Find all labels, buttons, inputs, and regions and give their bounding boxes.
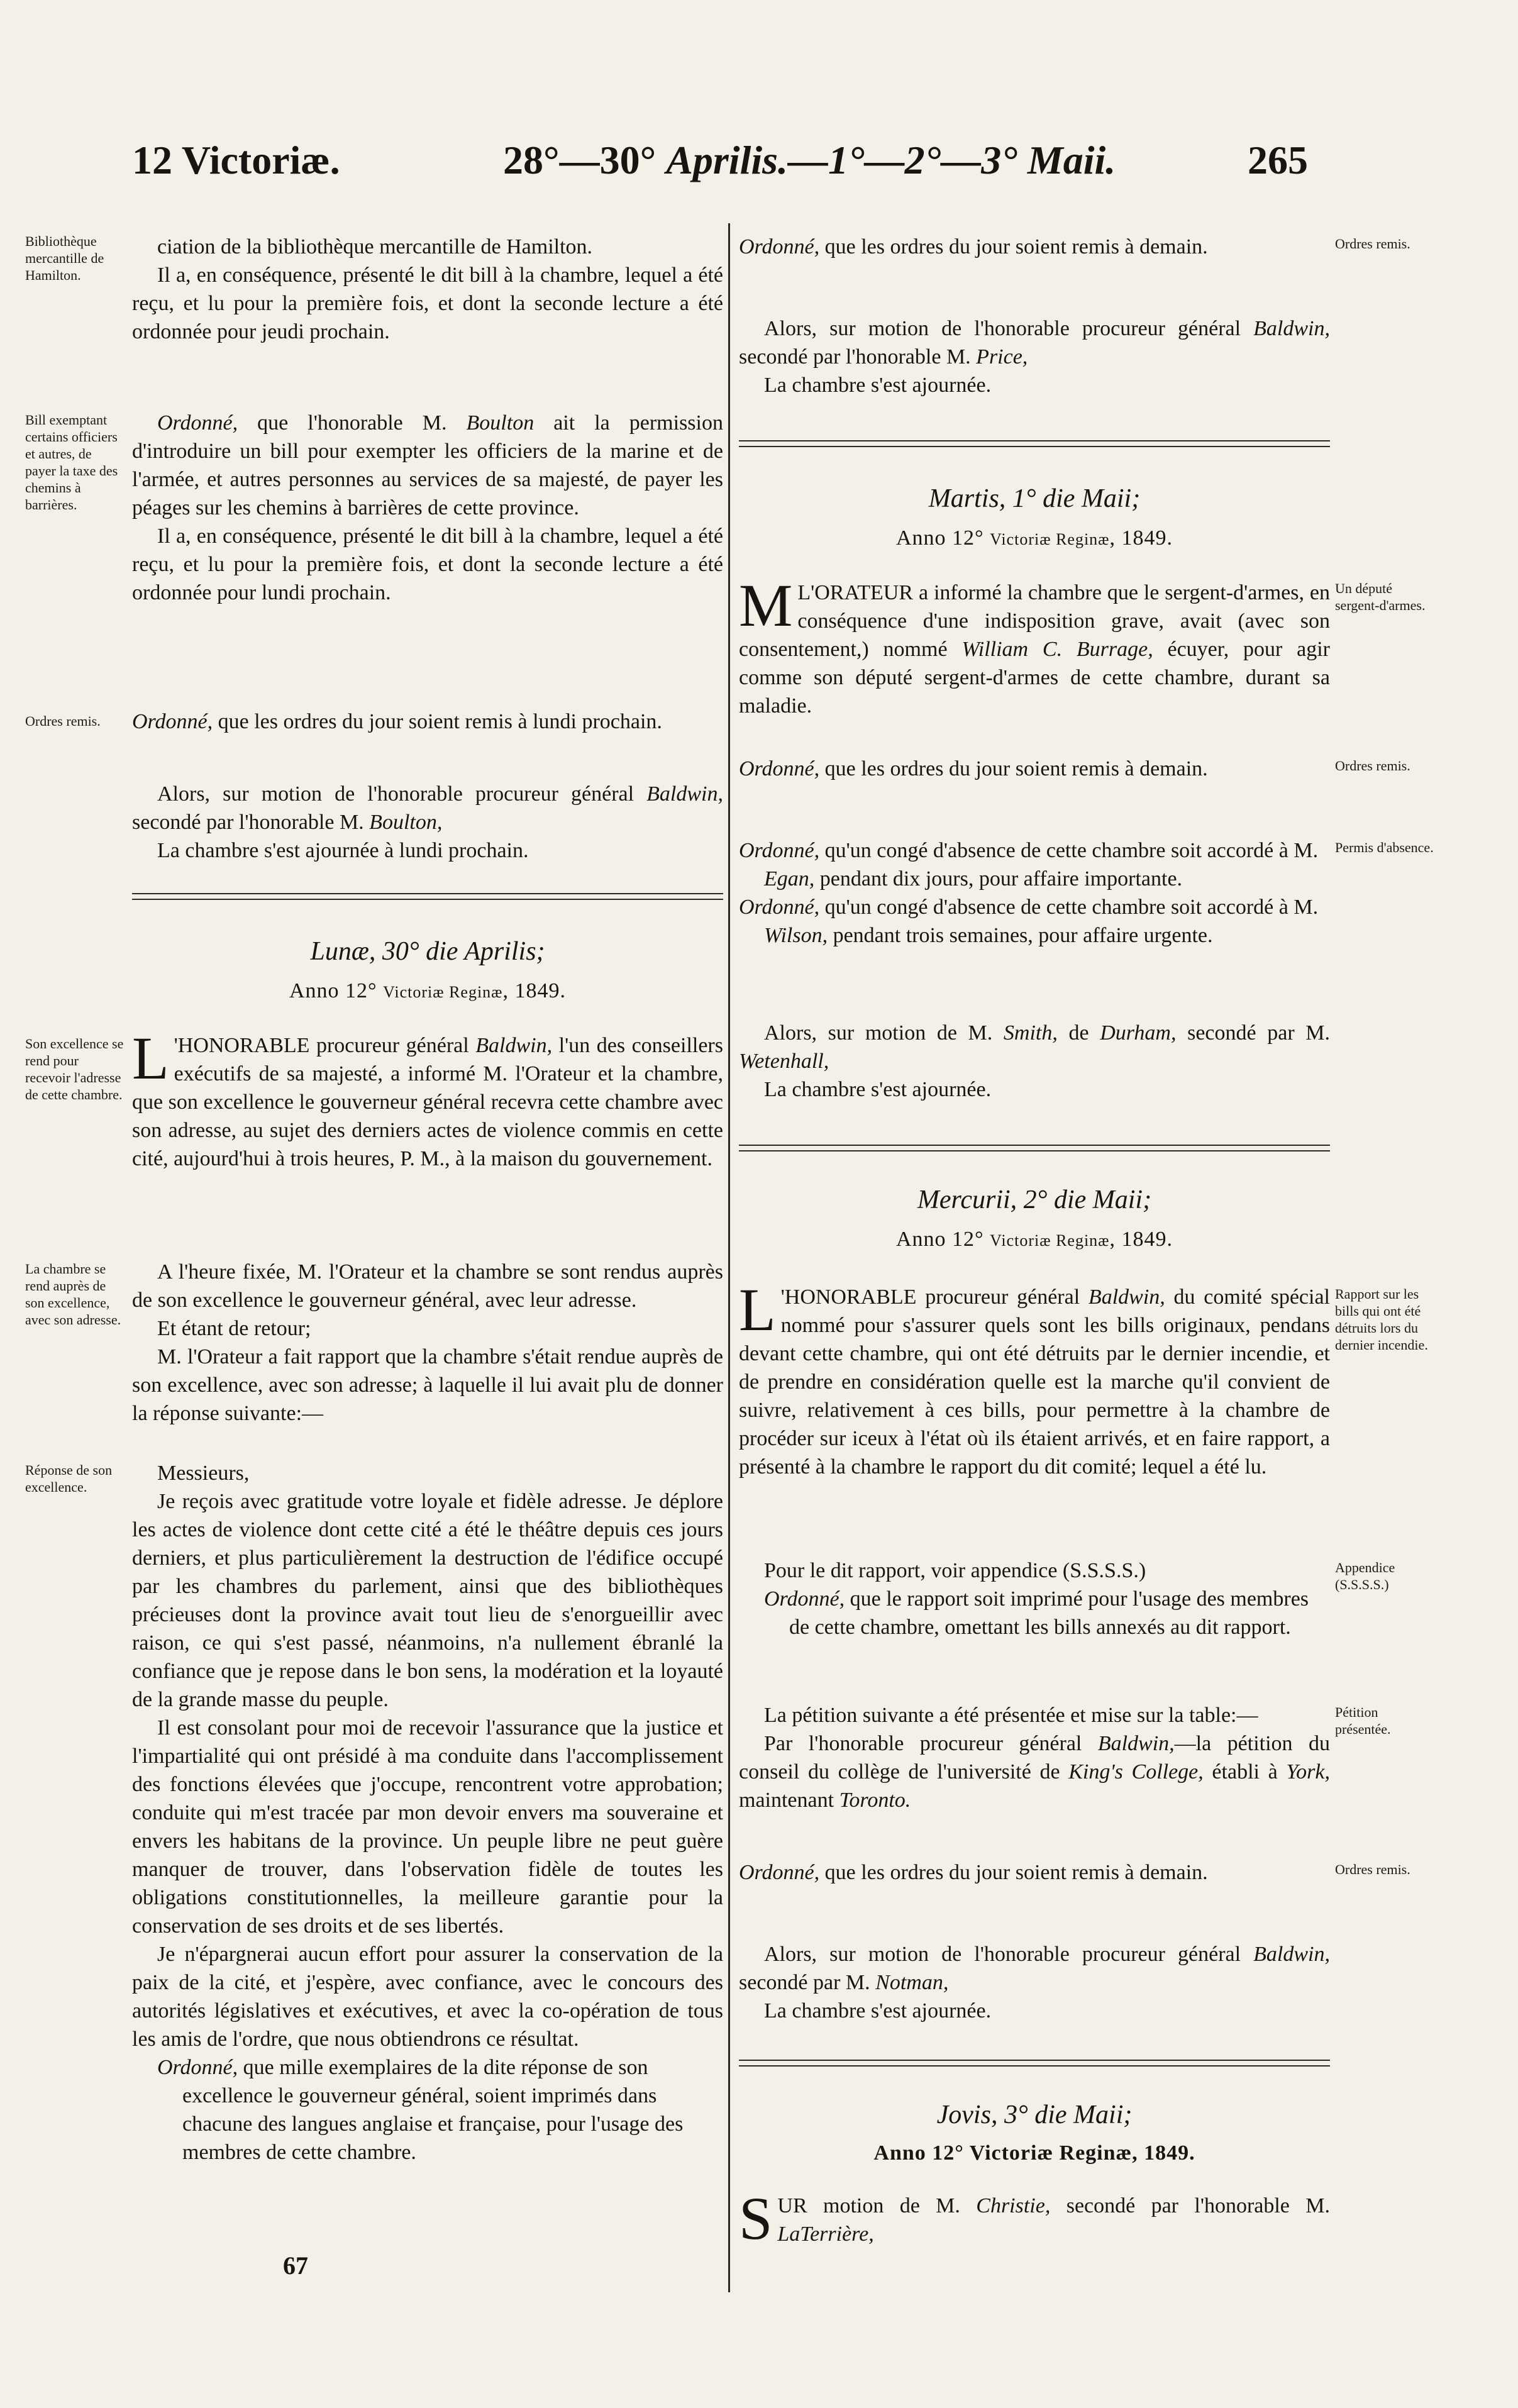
text: secondé par M. [1176,1021,1331,1045]
right-day-heading-3 [739,2097,1330,2167]
name: Wilson, [764,924,828,947]
anno-year: , 1849. [1109,1228,1173,1251]
name: Egan, [764,867,815,891]
text: que les ordres du jour soient remis à demain. [819,235,1208,258]
signature-number: 67 [283,2251,308,2280]
section-rule [132,893,723,900]
margin-note: Bibliothèque mercantille de Hamilton. [25,233,104,283]
margin-note: Bill exemptant certains officiers et autres, de payer la taxe des chemins à barrières. [25,412,118,513]
paragraph: Il a, en conséquence, présenté le dit bill à la chambre, lequel a été reçu, et lu pour la première fois, et dont la seconde lecture a été ordonnée pour jeudi prochain. [132,264,723,343]
right-block-12 [739,2185,1330,2252]
ordonne: Ordonné, [132,710,213,733]
name: LaTerrière, [777,2222,874,2246]
name: Durham, [1100,1021,1177,1045]
paragraph [132,707,723,736]
ordonne: Ordonné, [739,235,820,258]
margin-note: Son excellence se rend pour recevoir l'adresse de cette chambre. [25,1036,124,1102]
column-divider [728,223,730,2292]
right-block-5 [739,836,1434,950]
left-day-heading [132,934,723,1006]
paragraph [157,2053,723,2167]
margin-note: Rapport sur les bills qui ont été détruits lors du dernier incendie. [1335,1286,1428,1353]
running-header [132,132,1308,189]
text: écuyer, pour agir comme son député sergent-d'armes de cette chambre, durant sa maladie. [739,638,1330,718]
text: secondé par l'honorable M. [132,811,370,834]
anno-line: Anno 12° Victoriæ Reginæ, 1849. [873,2141,1195,2165]
paragraph [132,1024,723,1173]
ordonne: Ordonné, [739,757,820,780]
left-block-6 [25,1258,723,1428]
name: Baldwin, [1253,317,1330,340]
name: Notman, [875,1971,949,1994]
right-block-1 [739,233,1410,261]
left-block-3 [25,707,723,736]
anno-reign: Victoriæ Reginæ [990,1231,1110,1250]
name: Toronto. [839,1789,911,1812]
day-heading: Martis, 1° die Maii; [928,484,1141,513]
text: Alors, sur motion de l'honorable procureur général [764,317,1254,340]
anno-year: , 1849. [1109,526,1173,550]
text: que les ordres du jour soient remis à lundi prochain. [213,710,662,733]
margin-note: Pétition présentée. [1335,1704,1391,1737]
text: secondé par M. [739,1971,876,1994]
name: Smith, [1003,1021,1058,1045]
text: maintenant [739,1789,839,1812]
drop-cap: L [739,1276,776,1343]
left-block-1 [25,233,723,346]
margin-note: Ordres remis. [1335,236,1410,252]
paragraph: Pour le dit rapport, voir appendice (S.S.S.S.) [764,1559,1146,1582]
section-rule [739,2060,1330,2067]
name: King's College, [1068,1760,1204,1784]
paragraph: A l'heure fixée, M. l'Orateur et la chambre se sont rendus auprès de son excellence le gouverneur général, avec leur adresse. [132,1260,723,1312]
left-block-5 [25,1024,723,1173]
name: Wetenhall, [739,1050,829,1073]
text: L'ORATEUR a informé la chambre que le sergent-d'armes, en conséquence d'une indisposition grave, avait (avec son consentement,) nommé [739,581,1330,661]
margin-note: Ordres remis. [1335,1861,1410,1877]
paragraph [739,1019,1330,1075]
text: ait la permission d'introduire un bill pour exempter les officiers de la marine et de l'armée, et autres personnes au services de sa majesté, de payer les péages sur les chemins à barrières de cette province. [132,411,723,519]
anno-reign: Victoriæ Reginæ [990,530,1110,548]
text: de [1057,1021,1100,1045]
paragraph [739,233,1330,261]
header-dates-maii: Maii. [1027,138,1116,182]
margin-note: La chambre se rend auprès de son excellence, avec son adresse. [25,1261,121,1328]
left-block-2 [25,409,723,607]
paragraph: Il a, en conséquence, présenté le dit bill à la chambre, lequel a été reçu, et lu pour la première fois, et dont la seconde lecture a été ordonnée pour lundi prochain. [132,524,723,604]
paragraph [132,409,723,522]
right-block-3 [739,572,1426,720]
ordonne: Ordonné, [739,896,820,919]
paragraph [764,1585,1330,1641]
section-rule [739,440,1330,447]
text: du comité spécial nommé pour s'assurer quels sont les bills originaux, pendans devant cette chambre, qui ont été détruits par le dernier incendie, et de prendre en considération quelle est la marche qu'il convient de suivre, relativement à ces bills, pour permettre à la chambre de procéder sur iceux à l'état où ils étaient arrivés, et en faire rapport, a présenté à la chambre le rapport du dit comité; lequel a été lu. [739,1285,1330,1479]
name: Baldwin, [646,782,723,806]
paragraph: La chambre s'est ajournée. [764,374,992,397]
drop-cap: L [132,1024,169,1092]
text: Alors, sur motion de l'honorable procureur général [157,782,647,806]
anno-line [739,524,1330,553]
paragraph [739,572,1330,720]
name: Boulton [466,411,535,435]
paragraph [739,893,1330,950]
margin-note: Réponse de son excellence. [25,1462,113,1495]
paragraph: Je reçois avec gratitude votre loyale et fidèle adresse. Je déplore les actes de violence dont cette cité a été le théâtre depuis ces jours derniers, et plus particulièrement la destruction de l'édifice occupé par les chambres du parlement, ainsi que des bibliothèques précieuses dont la province avait tout lieu de s'enorgueillir avec raison, ce qui s'est passé, néanmoins, n'a nullement ébranlé la confiance que je repose dans le bon sens, la modération et la loyauté de la grande masse du peuple. [132,1490,723,1711]
right-block-8 [739,1556,1395,1641]
page-number: 265 [1248,138,1308,182]
margin-note: Ordres remis. [25,713,101,729]
ordonne: Ordonné, [157,411,238,435]
text: l'un des conseillers exécutifs de sa majesté, a informé M. l'Orateur et la chambre, que son excellence le gouverneur général recevra cette chambre avec son adresse, au sujet des derniers actes de violence commis en cette cité, aujourd'hui à trois heures, P. M., à la maison du gouvernement. [132,1034,723,1170]
right-block-11 [739,1940,1330,2025]
text: que les ordres du jour soient remis à demain. [819,1861,1208,1884]
text: 'HONORABLE procureur général [174,1034,476,1057]
ordonne: Ordonné, [764,1587,845,1611]
paragraph [739,1858,1330,1887]
anno-year: , 1849. [502,979,567,1002]
left-block-7 [25,1459,723,2167]
right-day-heading-2 [739,1182,1330,1255]
day-heading: Jovis, 3° die Maii; [936,2100,1133,2129]
header-dates [503,132,1116,189]
text: qu'un congé d'absence de cette chambre soit accordé à M. [819,839,1319,862]
paragraph [739,314,1330,371]
text: Alors, sur motion de l'honorable procureur général [764,1943,1254,1966]
name: Price, [976,345,1028,369]
name: Baldwin, [1253,1943,1330,1966]
text: UR motion de M. [777,2194,977,2217]
anno-prefix: Anno 12° [895,1228,990,1251]
paragraph [132,780,723,836]
paragraph: Messieurs, [157,1462,250,1485]
name: William C. Burrage, [961,638,1153,661]
name: Baldwin, [1097,1732,1175,1755]
paragraph: M. l'Orateur a fait rapport que la chambre s'était rendue auprès de son excellence, avec son adresse; à laquelle il lui avait plu de donner la réponse suivante:— [132,1345,723,1425]
right-block-7 [739,1276,1428,1481]
text: Par l'honorable procureur général [764,1732,1098,1755]
ordonne: Ordonné, [739,839,820,862]
text: Alors, sur motion de M. [764,1021,1004,1045]
text: —la pétition du conseil du collège de l'université de [739,1732,1330,1784]
anno-line [132,977,723,1006]
text: qu'un congé d'absence de cette chambre soit accordé à M. [819,896,1319,919]
header-regnal-year: 12 Victoriæ. [132,138,340,182]
paragraph [739,1729,1330,1814]
right-block-4 [739,755,1410,783]
text: que mille exemplaires de la dite réponse de son excellence le gouverneur général, soient imprimés dans chacune des langues anglaise et française, pour l'usage des membres de cette chambre. [182,2056,684,2164]
paragraph [739,1940,1330,1997]
margin-note: Un député sergent-d'armes. [1335,580,1426,613]
header-dates-month: Aprilis.—1°—2°—3° [666,138,1017,182]
text: établi à [1203,1760,1287,1784]
margin-note: Appendice (S.S.S.S.) [1335,1560,1395,1592]
drop-cap: M [739,572,793,639]
text: que le rapport soit imprimé pour l'usage des membres de cette chambre, omettant les bills annexés au dit rapport. [789,1587,1309,1639]
paragraph: La chambre s'est ajournée. [764,1078,992,1101]
name: Christie, [976,2194,1051,2217]
anno-prefix: Anno 12° [289,979,384,1002]
text: pendant trois semaines, pour affaire urgente. [828,924,1213,947]
name: Baldwin, [1088,1285,1165,1309]
name: York, [1286,1760,1330,1784]
text: que les ordres du jour soient remis à demain. [819,757,1208,780]
header-dates-start: 28°—30° [503,138,657,182]
anno-line [739,1225,1330,1255]
text: secondé par l'honorable M. [1050,2194,1330,2217]
text: pendant dix jours, pour affaire importante. [814,867,1183,891]
left-block-4 [132,780,723,865]
paragraph: Il est consolant pour moi de recevoir l'assurance que la justice et l'impartialité qui ont présidé à ma conduite dans l'accomplissement des fonctions élevées que j'occupe, rencontrent votre approbation; conduite qui m'est tracée par mon devoir envers ma souveraine et envers les habitans de la province. Un peuple libre ne peut guère manquer de trouver, dans l'observation fidèle de toutes les obligations constitutionnelles, la meilleure garantie pour la conservation de ses droits et de ses libertés. [132,1716,723,1938]
name: Baldwin, [475,1034,553,1057]
paragraph: Et étant de retour; [157,1317,311,1340]
text: secondé par l'honorable M. [739,345,977,369]
text: 'HONORABLE procureur général [780,1285,1089,1309]
section-rule [739,1145,1330,1151]
day-heading: Lunæ, 30° die Aprilis; [310,937,545,966]
paragraph: La chambre s'est ajournée. [764,1999,992,2022]
paragraph [739,2185,1330,2252]
ordonne: Ordonné, [739,1861,820,1884]
day-heading: Mercurii, 2° die Maii; [917,1185,1152,1214]
margin-note: Ordres remis. [1335,758,1410,774]
drop-cap: S [739,2185,773,2252]
paragraph: La pétition suivante a été présentée et mise sur la table:— [764,1704,1258,1727]
paragraph [739,836,1330,893]
paragraph [739,755,1330,783]
paragraph [739,1276,1330,1481]
margin-note: Permis d'absence. [1335,840,1434,855]
paragraph: ciation de la bibliothèque mercantille de Hamilton. [157,235,593,258]
right-day-heading-1 [739,481,1330,553]
text: que l'honorable M. [238,411,467,435]
anno-reign: Victoriæ Reginæ [383,983,503,1001]
ordonne: Ordonné, [157,2056,238,2079]
paragraph: Je n'épargnerai aucun effort pour assurer la conservation de la paix de la cité, et j'espère, avec confiance, avec le concours des autorités législatives et exécutives, et avec la co-opération de tous les amis de l'ordre, que nous obtiendrons ce résultat. [132,1943,723,2051]
right-block-2 [739,314,1330,399]
right-block-10 [739,1858,1410,1887]
right-block-6 [739,1019,1330,1104]
anno-prefix: Anno 12° [895,526,990,550]
name: Boulton, [369,811,443,834]
paragraph: La chambre s'est ajournée à lundi prochain. [157,839,529,862]
right-block-9 [739,1701,1391,1814]
